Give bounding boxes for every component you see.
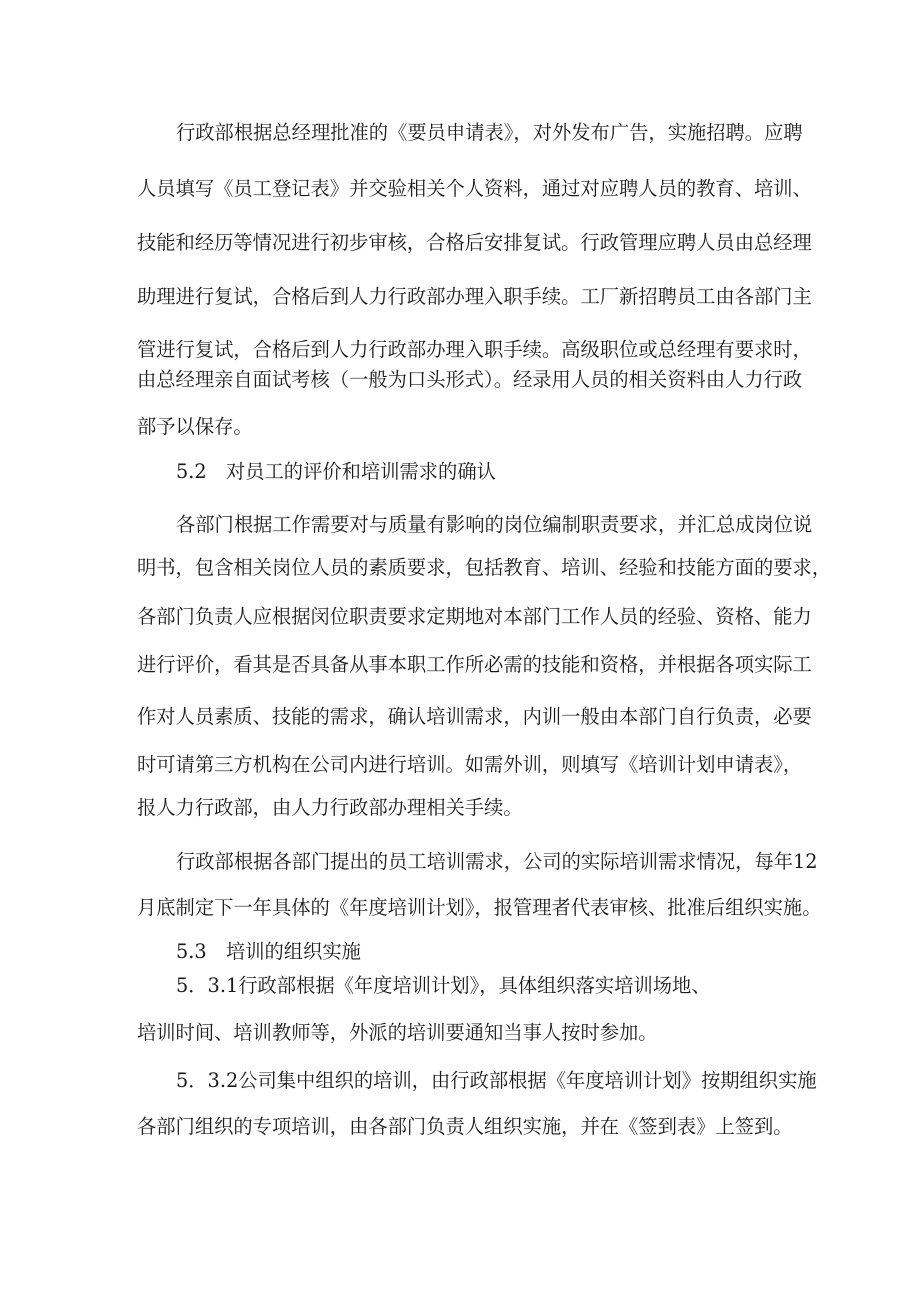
paragraph-line: 助理进行复试，合格后到人力行政部办理入职手续。工厂新招聘员工由各部门主 [137, 285, 812, 308]
paragraph-line: 管进行复试，合格后到人力行政部办理入职手续。高级职位或总经理有要求时， [137, 338, 812, 361]
paragraph-line: 由总经理亲自面试考核（一般为口头形式）。经录用人员的相关资料由人力行政 [137, 368, 803, 391]
paragraph-line: 月底制定下一年具体的《年度培训计划》，报管理者代表审核、批准后组织实施。 [137, 896, 822, 919]
paragraph-line: 部予以保存。 [137, 415, 253, 438]
paragraph-line: 行政部根据总经理批准的《要员申请表》，对外发布广告，实施招聘。应聘 [176, 121, 803, 144]
paragraph-line: 各部门组织的专项培训，由各部门负责人组织实施，并在《签到表》上签到。 [137, 1115, 793, 1138]
paragraph-line: 明书，包含相关岗位人员的素质要求，包括教育、培训、经验和技能方面的要求， [137, 556, 832, 579]
paragraph-line: 各部门负责人应根据闵位职责要求定期地对本部门工作人员的经验、资格、能力 [137, 605, 812, 628]
section-heading: 5.3 培训的组织实施 [176, 940, 361, 963]
paragraph-line: 培训时间、培训教师等，外派的培训要通知当事人按时参加。 [137, 1021, 658, 1044]
paragraph-line: 5．3.1行政部根据《年度培训计划》，具体组织落实培训场地、 [176, 974, 711, 997]
paragraph-line: 行政部根据各部门提出的员工培训需求，公司的实际培训需求情况，每年12 [176, 850, 818, 873]
paragraph-line: 技能和经历等情况进行初步审核，合格后安排复试。行政管理应聘人员由总经理 [137, 231, 812, 254]
paragraph-line: 5．3.2公司集中组织的培训，由行政部根据《年度培训计划》按期组织实施 [176, 1069, 817, 1092]
paragraph-line: 人员填写《员工登记表》并交验相关个人资料，通过对应聘人员的教育、培训、 [137, 177, 812, 200]
section-heading: 5.2 对员工的评价和培训需求的确认 [176, 460, 496, 483]
paragraph-line: 作对人员素质、技能的需求，确认培训需求，内训一般由本部门自行负责，必要 [137, 705, 812, 728]
paragraph-line: 报人力行政部，由人力行政部办理相关手续。 [137, 796, 523, 819]
paragraph-line: 进行评价，看其是否具备从事本职工作所必需的技能和资格，并根据各项实际工 [137, 653, 812, 676]
paragraph-line: 各部门根据工作需要对与质量有影响的岗位编制职责要求，并汇总成岗位说 [176, 513, 813, 536]
paragraph-line: 时可请第三方机构在公司内进行培训。如需外训，则填写《培训计划申请表》， [137, 753, 803, 776]
